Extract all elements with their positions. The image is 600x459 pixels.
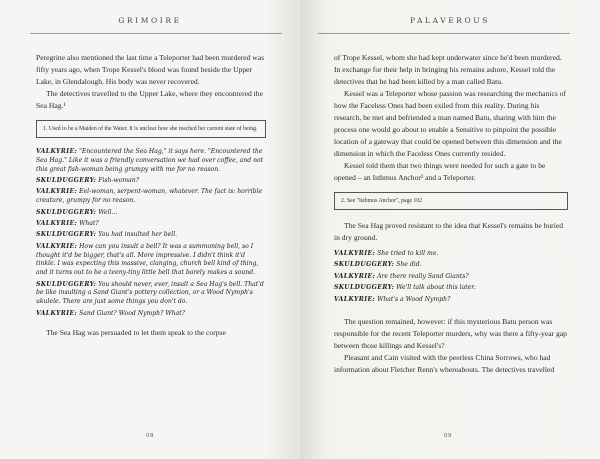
right-page [300, 0, 600, 459]
left-running-header: GRIMOIRE [118, 16, 182, 25]
dialogue-line [36, 231, 266, 240]
dialogue-line [334, 296, 568, 305]
dialogue-line [36, 148, 266, 174]
page-number: 08 [146, 433, 154, 439]
speaker-name: VALKYRIE: [36, 148, 78, 155]
page-number: 09 [444, 433, 452, 439]
dialogue-text: How can you insult a bell? It was a summoning bell, so I thought it'd be bigger, that's all. More impressive. I didn't think it'd tinkle. I was expecting this massive, clanging, church bell kind of thing, and it turns out to be a teeny-tiny little bell that barely makes a sound. [36, 242, 259, 277]
speaker-name: SKULDUGGERY: [36, 231, 97, 239]
dialogue-line [334, 250, 568, 259]
dialogue-text: "Encountered the Sea Hag," it says here. "Encountered the Sea Hag." Like it was a friendly conversation we had over coffee, and not this great fish-woman being grumpy with me for no reason. [36, 148, 264, 173]
right-running-header: PALAVEROUS [410, 16, 490, 25]
left-body [36, 52, 266, 339]
footnote-box: 1. Used to be a Maiden of the Water. It is unclear how she reached her current state of being. [36, 120, 266, 138]
speaker-name: VALKYRIE: [334, 250, 376, 257]
speaker-name: VALKYRIE: [36, 188, 78, 196]
dialogue-text: You should never, ever, insult a Sea Hag's bell. That'd be like insulting a Sand Giant's pottery collection, or a Wood Nymph's ukulele. There are just some things you don't do. [36, 280, 264, 306]
paragraph-group [334, 316, 568, 376]
speaker-name: SKULDUGGERY: [334, 261, 395, 269]
paragraph: The Sea Hag was persuaded to let them speak to the corpse [46, 327, 226, 337]
speaker-name: SKULDUGGERY: [334, 284, 395, 292]
dialogue-line [36, 177, 266, 186]
dialogue-line [36, 310, 266, 319]
speaker-name: VALKYRIE: [36, 242, 78, 250]
dialogue-text: Sand Giant? Wood Nymph? What? [77, 309, 185, 317]
dialogue-line [36, 220, 266, 229]
speaker-name: SKULDUGGERY: [36, 208, 97, 216]
right-body [334, 52, 568, 376]
dialogue-line [36, 281, 266, 307]
speaker-name: VALKYRIE: [36, 219, 78, 227]
speaker-name: SKULDUGGERY: [36, 176, 97, 184]
paragraph: Peregrine also mentioned the last time a Teleporter had been murdered was fifty years ago, when Trope Kessel's blood was found beside the Upper Lake, in Glendalough. His body was never recovered. [36, 53, 265, 86]
dialogue-line [36, 243, 266, 278]
dialogue-text: She did. [394, 261, 422, 269]
footnote-box: 2. See "Isthmus Anchor", page 102 [334, 192, 568, 210]
dialogue-line [334, 273, 568, 282]
paragraph: of Trope Kessel, whom she had kept underwater since he'd been murdered. In exchange for their help in bringing his remains ashore, Kessel told the detectives that he had been killed by a man called Batu. [334, 53, 562, 86]
paragraph: The Sea Hag proved resistant to the idea that Kessel's remains be buried in dry ground. [334, 221, 563, 242]
dialogue-block [334, 250, 568, 304]
speaker-name: VALKYRIE: [334, 295, 376, 303]
dialogue-text: Well... [96, 208, 118, 216]
dialogue-line [334, 261, 568, 270]
dialogue-text: You had insulted her bell. [96, 231, 178, 239]
paragraph: Pleasant and Cain visited with the peerless China Sorrows, who had information about Fletcher Renn's whereabouts. The detectives travelled [334, 352, 555, 374]
dialogue-line [36, 209, 266, 218]
dialogue-block [36, 148, 266, 318]
dialogue-text: We'll talk about this later. [394, 284, 476, 292]
speaker-name: VALKYRIE: [36, 309, 78, 317]
speaker-name: SKULDUGGERY: [36, 280, 97, 288]
dialogue-line [334, 284, 568, 293]
dialogue-text: Are there really Sand Giants? [375, 272, 469, 280]
header-rule [30, 33, 282, 34]
dialogue-text: Fish-woman? [96, 176, 139, 184]
paragraph: The question remained, however: if this mysterious Batu person was responsible for the recent Teleporter murders, why was there a fifty-year gap between those killings and Kessel's? [334, 316, 567, 350]
speaker-name: VALKYRIE: [334, 272, 376, 280]
dialogue-text: What? [77, 219, 99, 227]
dialogue-text: What's a Wood Nymph? [375, 295, 451, 303]
dialogue-text: Eel-woman, serpent-woman, whatever. The fact is: horrible creature, grumpy for no reason. [36, 188, 263, 205]
paragraph: The detectives travelled to the Upper Lake, where they encountered the Sea Hag.¹ [36, 89, 263, 110]
dialogue-line [36, 188, 266, 206]
paragraph-group [334, 52, 568, 184]
header-rule [318, 33, 570, 34]
paragraph: Kessel told them that two things were needed for such a gate to be opened – an Isthmus Anchor² and a Teleporter. [334, 161, 546, 182]
paragraph: Kessel was a Teleporter whose passion was researching the mechanics of how the Faceless Ones had been exiled from this reality. During his research, he met and befriended a man named Batu, sharing with him the process one would go about to enable a Sensitive to pinpoint the possible location of a gateway that could be opened between this dimension and the dimension in which the Faceless Ones currently resided. [334, 89, 567, 158]
dialogue-text: She tried to kill me. [375, 250, 439, 257]
